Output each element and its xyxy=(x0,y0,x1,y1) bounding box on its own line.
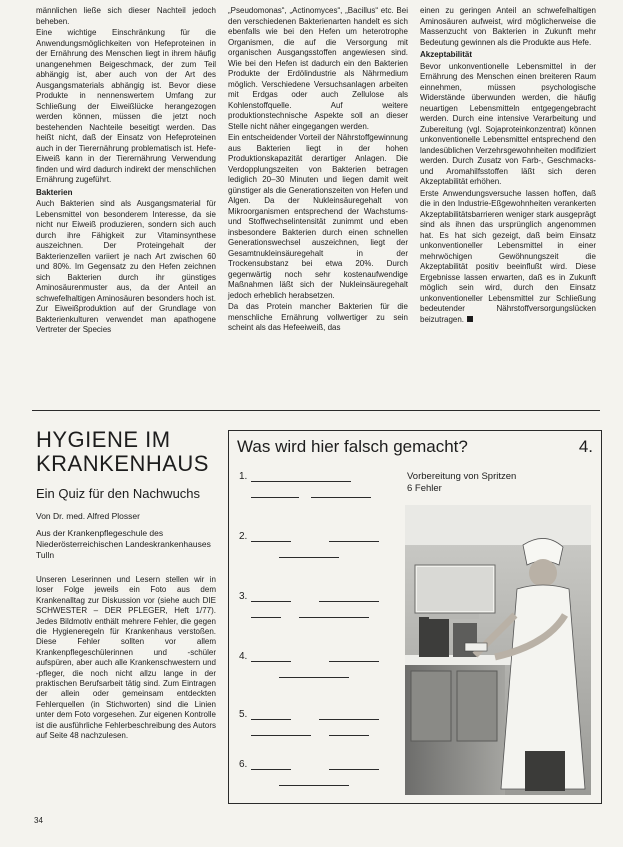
answer-line[interactable] xyxy=(251,661,291,662)
paragraph: „Pseudomonas“, „Actinomyces“, „Bacillus“ etc. Bei den verschiedenen Bakterienarten handelt es sich ebenfalls wie bei den Hefen um heterotrophe Organismen, die auf die Versorgung mit organischen Ausgangsstoffen angewiesen sind. Wie bei den Hefen ist dadurch ein den Bakterien Produkte der Erdölindustrie als Nährmedium möglich. Verschiedene Versuchsanlagen arbeiten mit Erdgas oder auch Zellulose als Kohlenstoffquelle. Auf weitere produktionstechnische Aspekte soll an dieser Stelle nicht näher eingegangen werden. xyxy=(228,6,408,131)
paragraph: Da das Protein mancher Bakterien für die menschliche Ernährung vollwertiger zu sein scheint als das Hefeeiweiß, das xyxy=(228,302,408,332)
answer-number: 6. xyxy=(239,759,248,770)
text-column-1 xyxy=(36,6,216,337)
answer-line[interactable] xyxy=(279,677,349,678)
answer-line[interactable] xyxy=(251,497,299,498)
paragraph: Bevor unkonventionelle Lebensmittel in der Ernährung des Menschen einen breiteren Raum einnehmen, müssen psychologische Widerstände überwunden werden, die häufig neuartigen Lebensmitteln entgegengebracht werden. Durch eine intensive Verarbeitung und Zubereitung (vgl. Sojaproteinkonzentrat) können unkonventionelle Lebensmittel entsprechend den landesüblichen Verzehrsgewohnheiten modifiziert werden. Durch Zusatz von Farb-, Geschmacks- und Aromahilfsstoffen läßt sich deren Akzeptabilität erhöhen. xyxy=(420,61,596,186)
article-body: Unseren Leserinnen und Lesern stellen wir in loser Folge jeweils ein Foto aus dem Krankenalltag zur Diskussion vor (siehe auch DIE SCHWESTER – DER PFLEGER, Heft 1/77). Jedes Bildmotiv enthält mehrere Fehler, die gegen die Hygieneregeln für Krankenhaus verstoßen. Diese Fehler sollten vor allem Krankenpflegeschülerinnen und -schüler aufspüren, aber auch alle Krankenschwestern und -pfleger, die noch nicht allzu lange in der praktischen Berufsarbeit tätig sind. Zum Eintragen der allein oder gemeinsam entdeckten Fehlerquellen (in Stichworten) sind die Linien unter dem Foto vorgesehen. Zur eigenen Kontrolle ist die ausführliche Fehlerbeschreibung des Autors auf Seite 48 nachzulesen. xyxy=(36,575,216,741)
paragraph: Eine wichtige Einschränkung für die Anwendungsmöglichkeiten von Hefeproteinen in der Ernährung des Menschen liegt in ihrem häufig unangenehmen Beigeschmack, der zum Teil abhängig ist, aber auch von der Art des Ausgangsmaterials abhängig ist. Bevor diese Produkte in nennenswertem Umfang zur Schließung der Eiweißlücke herangezogen werden können, müssen die jetzt noch bestehenden Nachteile beseitigt werden. Das heißt nicht, daß der Einsatz von Hefeproteinen auch in der Tierernährung problematisch ist. Hefe-Eiweiß kann in der Tierernährung Verwendung finden und wird dadurch indirekt der menschlichen Ernährung zugeführt. xyxy=(36,28,216,184)
answer-line[interactable] xyxy=(251,769,291,770)
article-headline: HYGIENE IM KRANKENHAUS xyxy=(36,427,209,476)
answer-line[interactable] xyxy=(329,541,379,542)
answer-line[interactable] xyxy=(319,601,379,602)
answer-line[interactable] xyxy=(251,719,291,720)
quiz-number: 4. xyxy=(578,437,593,456)
author-line: Von Dr. med. Alfred Plosser xyxy=(36,511,140,521)
paragraph: männlichen ließe sich dieser Nachteil jedoch beheben. xyxy=(36,6,216,26)
text-column-2 xyxy=(228,6,408,335)
photo-caption xyxy=(407,471,516,495)
page-number: 34 xyxy=(34,816,43,825)
answer-line[interactable] xyxy=(329,735,369,736)
answer-line[interactable] xyxy=(251,735,311,736)
caption-line-2: 6 Fehler xyxy=(407,483,442,494)
answer-number: 1. xyxy=(239,471,248,482)
article-subtitle: Ein Quiz für den Nachwuchs xyxy=(36,486,201,501)
answer-number: 3. xyxy=(239,591,248,602)
quiz-title: Was wird hier falsch gemacht? xyxy=(237,437,468,456)
paragraph-last xyxy=(420,189,596,326)
answer-number: 5. xyxy=(239,709,248,720)
answer-line[interactable] xyxy=(251,617,281,618)
answer-line[interactable] xyxy=(329,769,379,770)
answer-line[interactable] xyxy=(311,497,371,498)
section-divider xyxy=(32,410,600,411)
answer-line[interactable] xyxy=(329,661,379,662)
section-heading-bakterien: Bakterien xyxy=(36,187,73,197)
nurse-preparing-syringes-photo xyxy=(405,505,591,795)
end-mark-icon xyxy=(467,316,473,322)
answer-line[interactable] xyxy=(279,557,339,558)
answer-number: 2. xyxy=(239,531,248,542)
quiz-box xyxy=(228,430,602,804)
article-intro xyxy=(36,428,216,742)
answer-line[interactable] xyxy=(251,481,351,482)
answer-row-3 xyxy=(239,591,399,619)
paragraph: Auch Bakterien sind als Ausgangsmaterial für Lebensmittel von besonderem Interesse, da sie nicht nur Eiweiß produzieren, sondern sich auch durch ihre Fähigkeit zur Vitaminsynthese auszeichnen. Der Proteingehalt der Bakterienzellen variiert je nach Art zwischen 60 und 80%. Im Gegensatz zu den Hefen zeichnen sich Bakterien durch ihr günstiges Aminosäurenmuster aus, da der Anteil an schwefelhaltigen Aminosäuren besonders hoch ist. Zur Eiweißproduktion auf der Grundlage von Bakterienkulturen verwendet man apathogene Vertreter der Species xyxy=(36,199,216,334)
answer-row-6 xyxy=(239,759,399,787)
answer-row-2 xyxy=(239,531,399,559)
answer-line[interactable] xyxy=(299,617,369,618)
answer-row-4 xyxy=(239,651,399,679)
answer-number: 4. xyxy=(239,651,248,662)
answer-row-1 xyxy=(239,471,399,499)
paragraph: Erste Anwendungsversuche lassen hoffen, daß die in den Industrie-Eßgewohnheiten verankerten Akzeptabilitätsbarrieren weniger stark ausgeprägt sind als ihnen das ursprünglich angenommen hat. Es hat sich gezeigt, daß beim Einsatz unkonventioneller Lebensmittel in einer mehrwöchigen Gewöhnungszeit die Akzeptabilität positiv beeinflußt wird. Diese Ergebnisse lassen erwarten, daß es in Zukunft möglich sein wird, durch den Einsatz unkonventioneller Lebensmittel zur Schließung bedeutender Nährstoffversorgungslücken beizutragen. xyxy=(420,188,596,324)
paragraph: einen zu geringen Anteil an schwefelhaltigen Aminosäuren aufweist, wird möglicherweise die Massenzucht von Bakterien in Zukunft mehr Bedeutung gewinnen als die Produkte aus Hefe. xyxy=(420,6,596,47)
author-affiliation: Aus der Krankenpflegeschule des Niederösterreichischen Landeskrankenhauses Tulln xyxy=(36,528,211,560)
answer-row-5 xyxy=(239,709,399,737)
text-column-3 xyxy=(420,6,596,326)
paragraph: Ein entscheidender Vorteil der Nährstoffgewinnung aus Bakterien liegt in der hohen Produktionskapazität derartiger Anlagen. Die Verdopplungszeiten von Bakterien betragen lediglich 20–30 Minuten und liegen damit weit günstiger als die Generationszeiten von Hefen und Algen. Da der Nukleinsäuregehalt von Mikroorganismen entsprechend der Wachstums- und Stoffwechselintensität zunimmt und eben insbesondere Bakterien durch einen schnellen Generationswechsel auszeichnen, liegt der Gesamtnukleinsäuregehalt in der Trockensubstanz bei etwa 20%. Durch gegenwärtig noch sehr kostenaufwendige Maßnahmen läßt sich der Nukleinsäuregehalt jedoch erheblich herabsetzen. xyxy=(228,133,408,300)
answer-line[interactable] xyxy=(251,541,291,542)
answer-line[interactable] xyxy=(251,601,291,602)
answer-line[interactable] xyxy=(319,719,379,720)
caption-line-1: Vorbereitung von Spritzen xyxy=(407,471,517,482)
answer-line[interactable] xyxy=(279,785,349,786)
section-heading-akzeptabilitaet: Akzeptabilität xyxy=(420,50,473,59)
